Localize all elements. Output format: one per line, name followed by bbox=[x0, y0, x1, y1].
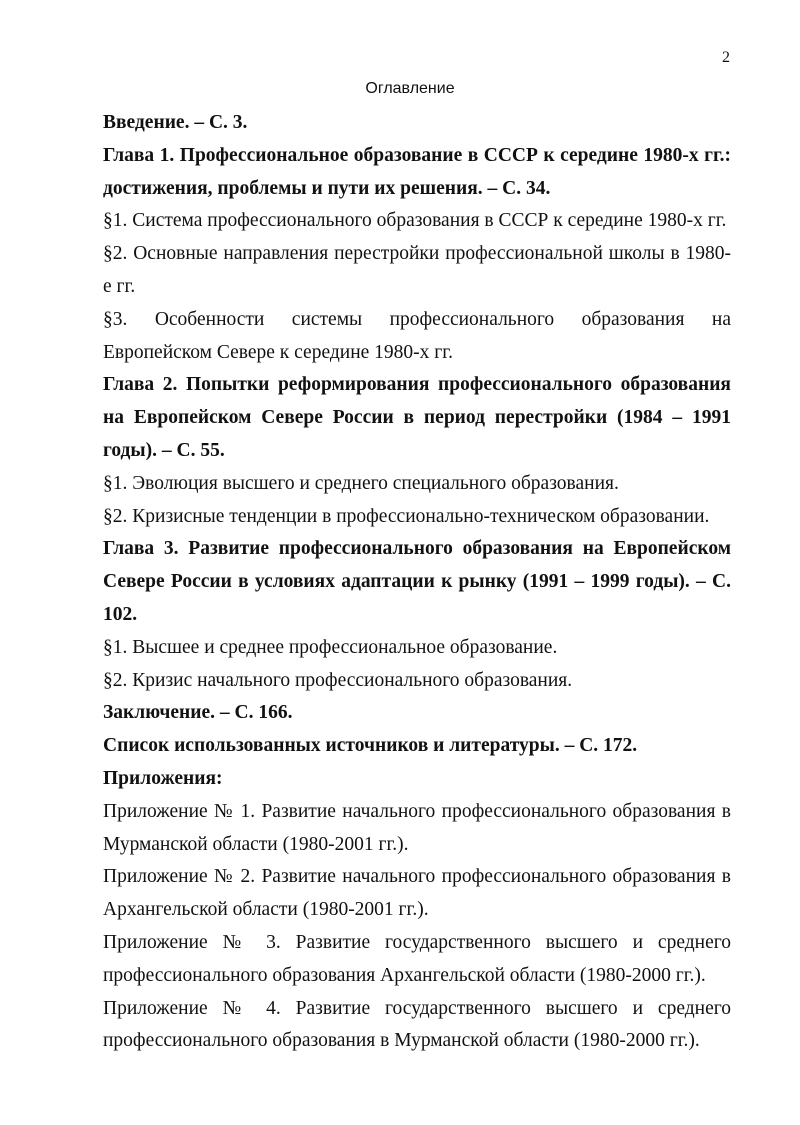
page-title: Оглавление bbox=[365, 80, 455, 97]
toc-appendices-heading: Приложения: bbox=[103, 767, 223, 789]
toc-chapter-2-section-2: §2. Кризисные тенденции в профессионально-техническом образовании. bbox=[103, 505, 710, 527]
toc-chapter-2-section-1: §1. Эволюция высшего и среднего специального образования. bbox=[103, 472, 619, 494]
toc-introduction: Введение. – С. 3. bbox=[103, 112, 248, 133]
toc-bibliography: Список использованных источников и литературы. – С. 172. bbox=[103, 735, 638, 757]
toc-chapter-3-section-1: §1. Высшее и среднее профессиональное образование. bbox=[103, 636, 558, 658]
toc-appendix-1: Приложение № 1. Развитие начального профессионального образования в Мурманской области (1980-2001 гг.). bbox=[103, 800, 731, 855]
toc-appendix-3: Приложение № 3. Развитие государственного высшего и среднего профессионального образования Архангельской области (1980-2000 гг.). bbox=[103, 931, 731, 986]
toc-chapter-3-title: Глава 3. Развитие профессионального образования на Европейском Севере России в условиях адаптации к рынку (1991 – 1999 годы). – С. 102. bbox=[103, 538, 731, 625]
page-number: 2 bbox=[722, 49, 730, 66]
toc-chapter-1-section-2: §2. Основные направления перестройки профессиональной школы в 1980-е гг. bbox=[103, 243, 731, 297]
toc-chapter-1-section-1: §1. Система профессионального образования в СССР к середине 1980-х гг. bbox=[103, 210, 727, 232]
toc-appendix-2: Приложение № 2. Развитие начального профессионального образования в Архангельской области (1980-2001 гг.). bbox=[103, 866, 731, 921]
toc-chapter-3-section-2: §2. Кризис начального профессионального образования. bbox=[103, 669, 573, 691]
table-of-contents bbox=[103, 107, 731, 1058]
toc-appendix-4: Приложение № 4. Развитие государственного высшего и среднего профессионального образования в Мурманской области (1980-2000 гг.). bbox=[103, 997, 731, 1052]
toc-chapter-1-title: Глава 1. Профессиональное образование в СССР к середине 1980-х гг.: достижения, проблемы и пути их решения. – С. 34. bbox=[103, 144, 731, 199]
toc-chapter-1-section-3: §3. Особенности системы профессионального образования на Европейском Севере к середине 1980-х гг. bbox=[103, 308, 731, 363]
toc-chapter-2-title: Глава 2. Попытки реформирования профессионального образования на Европейском Севере России в период перестройки (1984 – 1991 годы). – С. 55. bbox=[103, 374, 731, 461]
toc-conclusion: Заключение. – С. 166. bbox=[103, 702, 293, 724]
